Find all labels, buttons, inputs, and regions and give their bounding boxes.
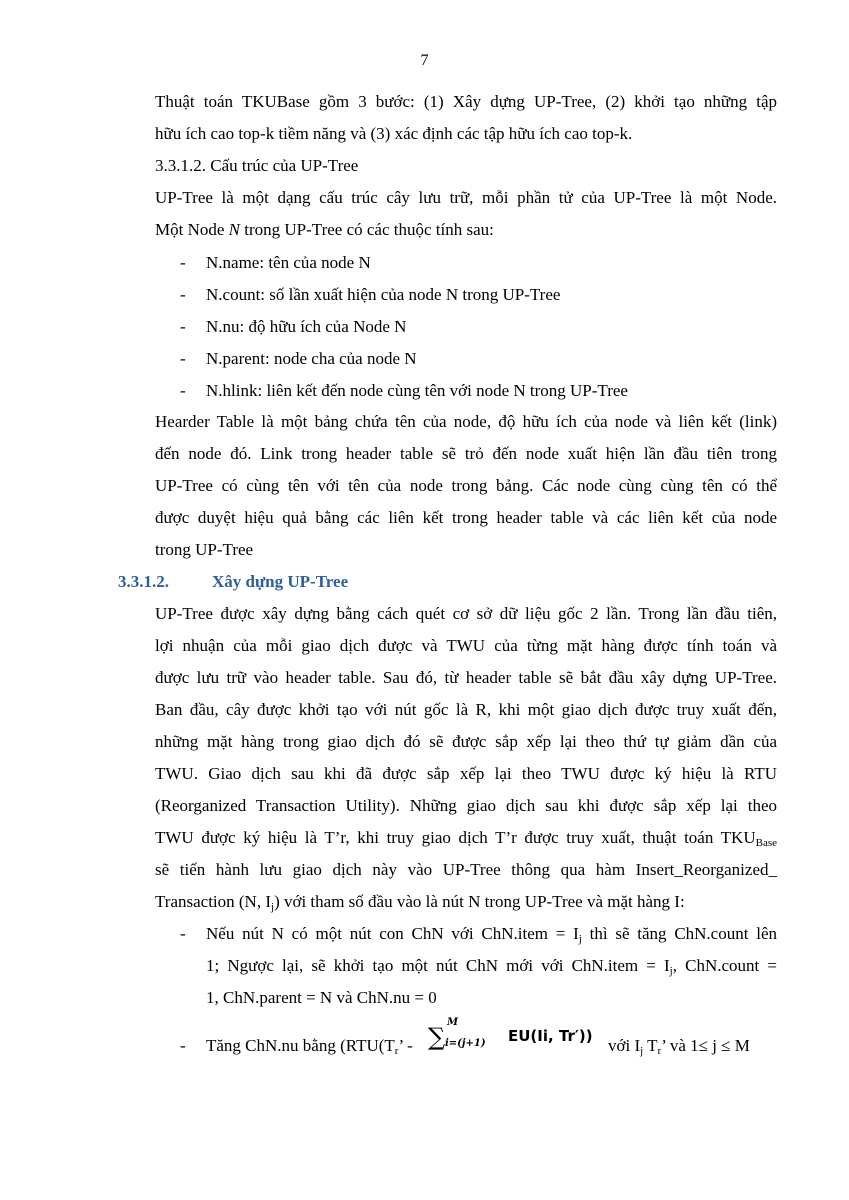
header-table-line-2: đến node đó. Link trong header table sẽ trỏ đến node xuất hiện lần đầu tiên trong [155, 444, 777, 463]
step-1-line-1-pre: Nếu nút N có một nút con ChN với ChN.item = I [206, 924, 579, 943]
step-1-line-2-pre: 1; Ngược lại, sẽ khởi tạo một nút ChN mới với ChN.item = I [206, 956, 670, 975]
attribute-parent: N.parent: node cha của node N [206, 349, 417, 368]
header-table-line-4: được duyệt hiệu quả bằng các liên kết trong header table và các liên kết của node [155, 508, 777, 527]
step-1-line-1-post: thì sẽ tăng ChN.count lên [581, 924, 777, 943]
step-2-condition [608, 1036, 750, 1056]
build-line-1: UP-Tree được xây dựng bằng cách quét cơ sở dữ liệu gốc 2 lần. Trong lần đầu tiên, [155, 604, 777, 623]
section-heading-title: Xây dựng UP-Tree [212, 572, 349, 591]
step-1-line-3: 1, ChN.parent = N và ChN.nu = 0 [206, 988, 437, 1007]
attribute-hlink: N.hlink: liên kết đến node cùng tên với node N trong UP-Tree [206, 381, 628, 400]
bullet-dash: - [180, 253, 186, 272]
page-number: 7 [420, 52, 429, 69]
build-line-10-pre: Transaction (N, I [155, 892, 271, 911]
build-line-9: sẽ tiến hành lưu giao dịch này vào UP-Tree thông qua hàm Insert_Reorganized_ [155, 860, 777, 879]
ij-subscript: j [640, 1045, 644, 1057]
step-1-line-1 [206, 924, 777, 944]
intro-line-1: Thuật toán TKUBase gồm 3 bước: (1) Xây dựng UP-Tree, (2) khởi tạo những tập [155, 92, 777, 111]
ij-subscript: j [669, 965, 673, 977]
header-table-line-3: UP-Tree có cùng tên với tên của node trong bảng. Các node cùng cùng tên có thể [155, 476, 777, 495]
build-line-10-post: ) với tham số đầu vào là nút N trong UP-Tree và mặt hàng I: [274, 892, 685, 911]
bullet-dash: - [180, 349, 186, 368]
step-2-mid: ’ - [398, 1036, 413, 1055]
bullet-dash: - [180, 1036, 186, 1055]
step-2-t: T [643, 1036, 658, 1055]
step-1-line-2-post: , ChN.count = [672, 956, 777, 975]
structure-line-2 [155, 220, 777, 240]
tku-base-subscript: Base [755, 837, 777, 849]
build-line-6: TWU. Giao dịch sau khi đã được sắp xếp lại theo TWU được ký hiệu là RTU [155, 764, 777, 783]
step-2-with: với I [608, 1036, 641, 1055]
build-line-3: được lưu trữ vào header table. Sau đó, từ header table sẽ bắt đầu xây dựng UP-Tree. [155, 668, 777, 687]
header-table-line-5: trong UP-Tree [155, 540, 254, 559]
structure-line-2-pre: Một Node [155, 220, 229, 239]
step-2-end: ’ và 1≤ j ≤ M [661, 1036, 750, 1055]
sum-lower-limit: i=(j+1) [445, 1038, 486, 1049]
sum-body: EU(Ii, Tr′)) [508, 1027, 593, 1045]
node-variable: N [228, 220, 241, 239]
structure-line-2-post: trong UP-Tree có các thuộc tính sau: [240, 220, 494, 239]
ij-subscript: j [271, 901, 275, 913]
step-2-text [206, 1036, 413, 1056]
r-subscript: r [657, 1045, 662, 1057]
intro-line-2: hữu ích cao top-k tiềm năng và (3) xác định các tập hữu ích cao top-k. [155, 124, 633, 143]
attribute-name: N.name: tên của node N [206, 253, 371, 272]
build-line-8-pre: TWU được ký hiệu là T’r, khi truy giao dịch T’r được truy xuất, thuật toán TKU [155, 828, 756, 847]
bullet-dash: - [180, 924, 186, 943]
section-heading [118, 572, 348, 592]
eu-sum-formula [426, 1013, 602, 1057]
step-2-pre: Tăng ChN.nu bằng (RTU(T [206, 1036, 395, 1055]
build-line-5: những mặt hàng trong giao dịch đó sẽ được sắp xếp lại theo thứ tự giảm dần của [155, 732, 777, 751]
bullet-dash: - [180, 317, 186, 336]
header-table-line-1: Hearder Table là một bảng chứa tên của node, độ hữu ích của node và liên kết (link) [155, 412, 777, 431]
build-line-10 [155, 892, 777, 912]
bullet-dash: - [180, 285, 186, 304]
sum-upper-limit: M [447, 1017, 459, 1028]
bullet-dash: - [180, 381, 186, 400]
ij-subscript: j [578, 933, 582, 945]
r-subscript: r [394, 1045, 399, 1057]
build-line-4: Ban đầu, cây được khởi tạo với nút gốc là R, khi một giao dịch được truy xuất đến, [155, 700, 777, 719]
attribute-count: N.count: số lần xuất hiện của node N trong UP-Tree [206, 285, 561, 304]
subsection-title: 3.3.1.2. Cấu trúc của UP-Tree [155, 156, 359, 175]
build-line-7: (Reorganized Transaction Utility). Những giao dịch sau khi được sắp xếp lại theo [155, 796, 777, 815]
structure-line-1: UP-Tree là một dạng cấu trúc cây lưu trữ, mỗi phần tử của UP-Tree là một Node. [155, 188, 777, 207]
build-line-2: lợi nhuận của mỗi giao dịch được và TWU của từng mặt hàng được tính toán và [155, 636, 777, 655]
section-heading-number: 3.3.1.2. [118, 572, 169, 591]
step-1-line-2 [206, 956, 777, 976]
attribute-nu: N.nu: độ hữu ích của Node N [206, 317, 407, 336]
build-line-8 [155, 828, 777, 848]
sigma-symbol: ∑ [428, 1023, 446, 1051]
